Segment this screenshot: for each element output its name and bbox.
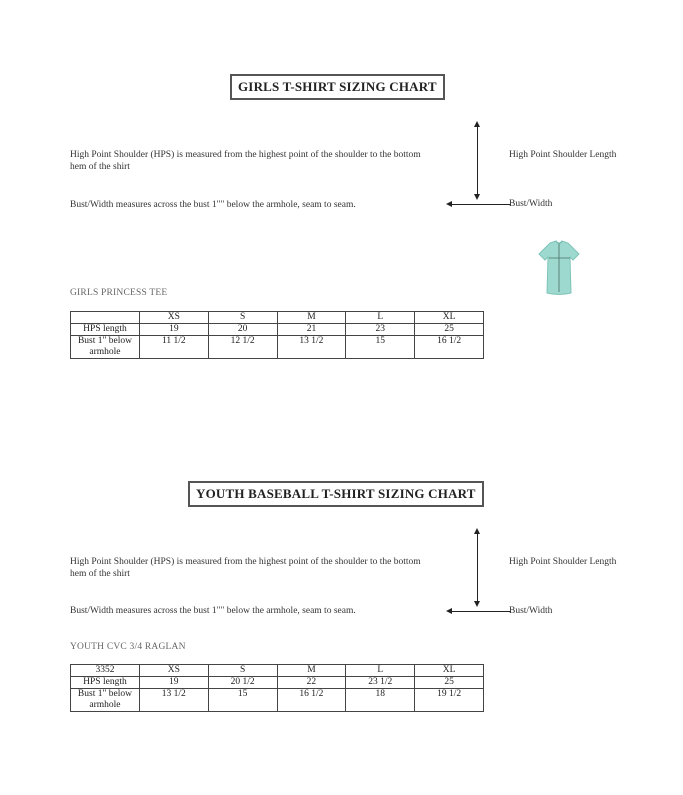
table-cell: 16 1/2: [277, 689, 346, 712]
size-header: L: [346, 312, 415, 324]
girls-bust-description: Bust/Width measures across the bust 1"" below the armhole, seam to seam.: [70, 200, 356, 210]
table-cell: 25: [415, 677, 484, 689]
arrow-up-icon: [474, 121, 480, 127]
bust-arrow-icon: [451, 204, 511, 205]
girls-hps-description: High Point Shoulder (HPS) is measured from the highest point of the shoulder to the bottom hem of the shirt: [70, 150, 421, 172]
youth-size-table: [70, 664, 484, 712]
table-cell: 20 1/2: [208, 677, 277, 689]
table-cell: 11 1/2: [139, 336, 208, 359]
arrow-down-icon: [474, 601, 480, 607]
table-cell: 22: [277, 677, 346, 689]
table-cell: 12 1/2: [208, 336, 277, 359]
girls-chart-title: GIRLS T-SHIRT SIZING CHART: [230, 74, 445, 100]
table-header-row: [71, 665, 484, 677]
table-cell: 19 1/2: [415, 689, 484, 712]
youth-hps-label: High Point Shoulder Length: [509, 557, 617, 567]
table-corner-cell: 3352: [71, 665, 140, 677]
size-header: M: [277, 312, 346, 324]
row-label: Bust 1" below armhole: [71, 689, 140, 712]
table-cell: 23 1/2: [346, 677, 415, 689]
size-header: L: [346, 665, 415, 677]
row-label: HPS length: [71, 677, 140, 689]
table-cell: 25: [415, 324, 484, 336]
size-header: XS: [139, 665, 208, 677]
table-cell: 19: [139, 324, 208, 336]
table-cell: 15: [208, 689, 277, 712]
table-cell: 20: [208, 324, 277, 336]
hps-arrow-icon: [477, 532, 478, 604]
table-cell: 19: [139, 677, 208, 689]
size-header: XS: [139, 312, 208, 324]
table-cell: 13 1/2: [277, 336, 346, 359]
table-corner-cell: [71, 312, 140, 324]
arrow-left-icon: [446, 201, 452, 207]
youth-bust-label: Bust/Width: [509, 606, 553, 616]
girls-hps-label: High Point Shoulder Length: [509, 150, 617, 160]
youth-chart-title: YOUTH BASEBALL T-SHIRT SIZING CHART: [188, 481, 484, 507]
table-cell: 16 1/2: [415, 336, 484, 359]
girls-size-table: [70, 311, 484, 359]
table-row: [71, 336, 484, 359]
bust-arrow-icon: [451, 611, 511, 612]
size-header: XL: [415, 665, 484, 677]
youth-product-name: YOUTH CVC 3/4 RAGLAN: [70, 642, 186, 652]
table-row: [71, 689, 484, 712]
size-header: S: [208, 665, 277, 677]
table-cell: 23: [346, 324, 415, 336]
youth-hps-description: High Point Shoulder (HPS) is measured from the highest point of the shoulder to the bottom hem of the shirt: [70, 557, 421, 579]
table-header-row: [71, 312, 484, 324]
row-label: Bust 1" below armhole: [71, 336, 140, 359]
youth-bust-description: Bust/Width measures across the bust 1"" below the armhole, seam to seam.: [70, 606, 356, 616]
table-cell: 13 1/2: [139, 689, 208, 712]
table-row: [71, 324, 484, 336]
girls-bust-label: Bust/Width: [509, 199, 553, 209]
arrow-up-icon: [474, 528, 480, 534]
size-header: S: [208, 312, 277, 324]
table-row: [71, 677, 484, 689]
size-header: M: [277, 665, 346, 677]
table-cell: 21: [277, 324, 346, 336]
girls-product-name: GIRLS PRINCESS TEE: [70, 288, 168, 298]
size-header: XL: [415, 312, 484, 324]
hps-arrow-icon: [477, 125, 478, 197]
table-cell: 18: [346, 689, 415, 712]
table-cell: 15: [346, 336, 415, 359]
arrow-left-icon: [446, 608, 452, 614]
tshirt-icon: [536, 240, 582, 296]
arrow-down-icon: [474, 194, 480, 200]
row-label: HPS length: [71, 324, 140, 336]
